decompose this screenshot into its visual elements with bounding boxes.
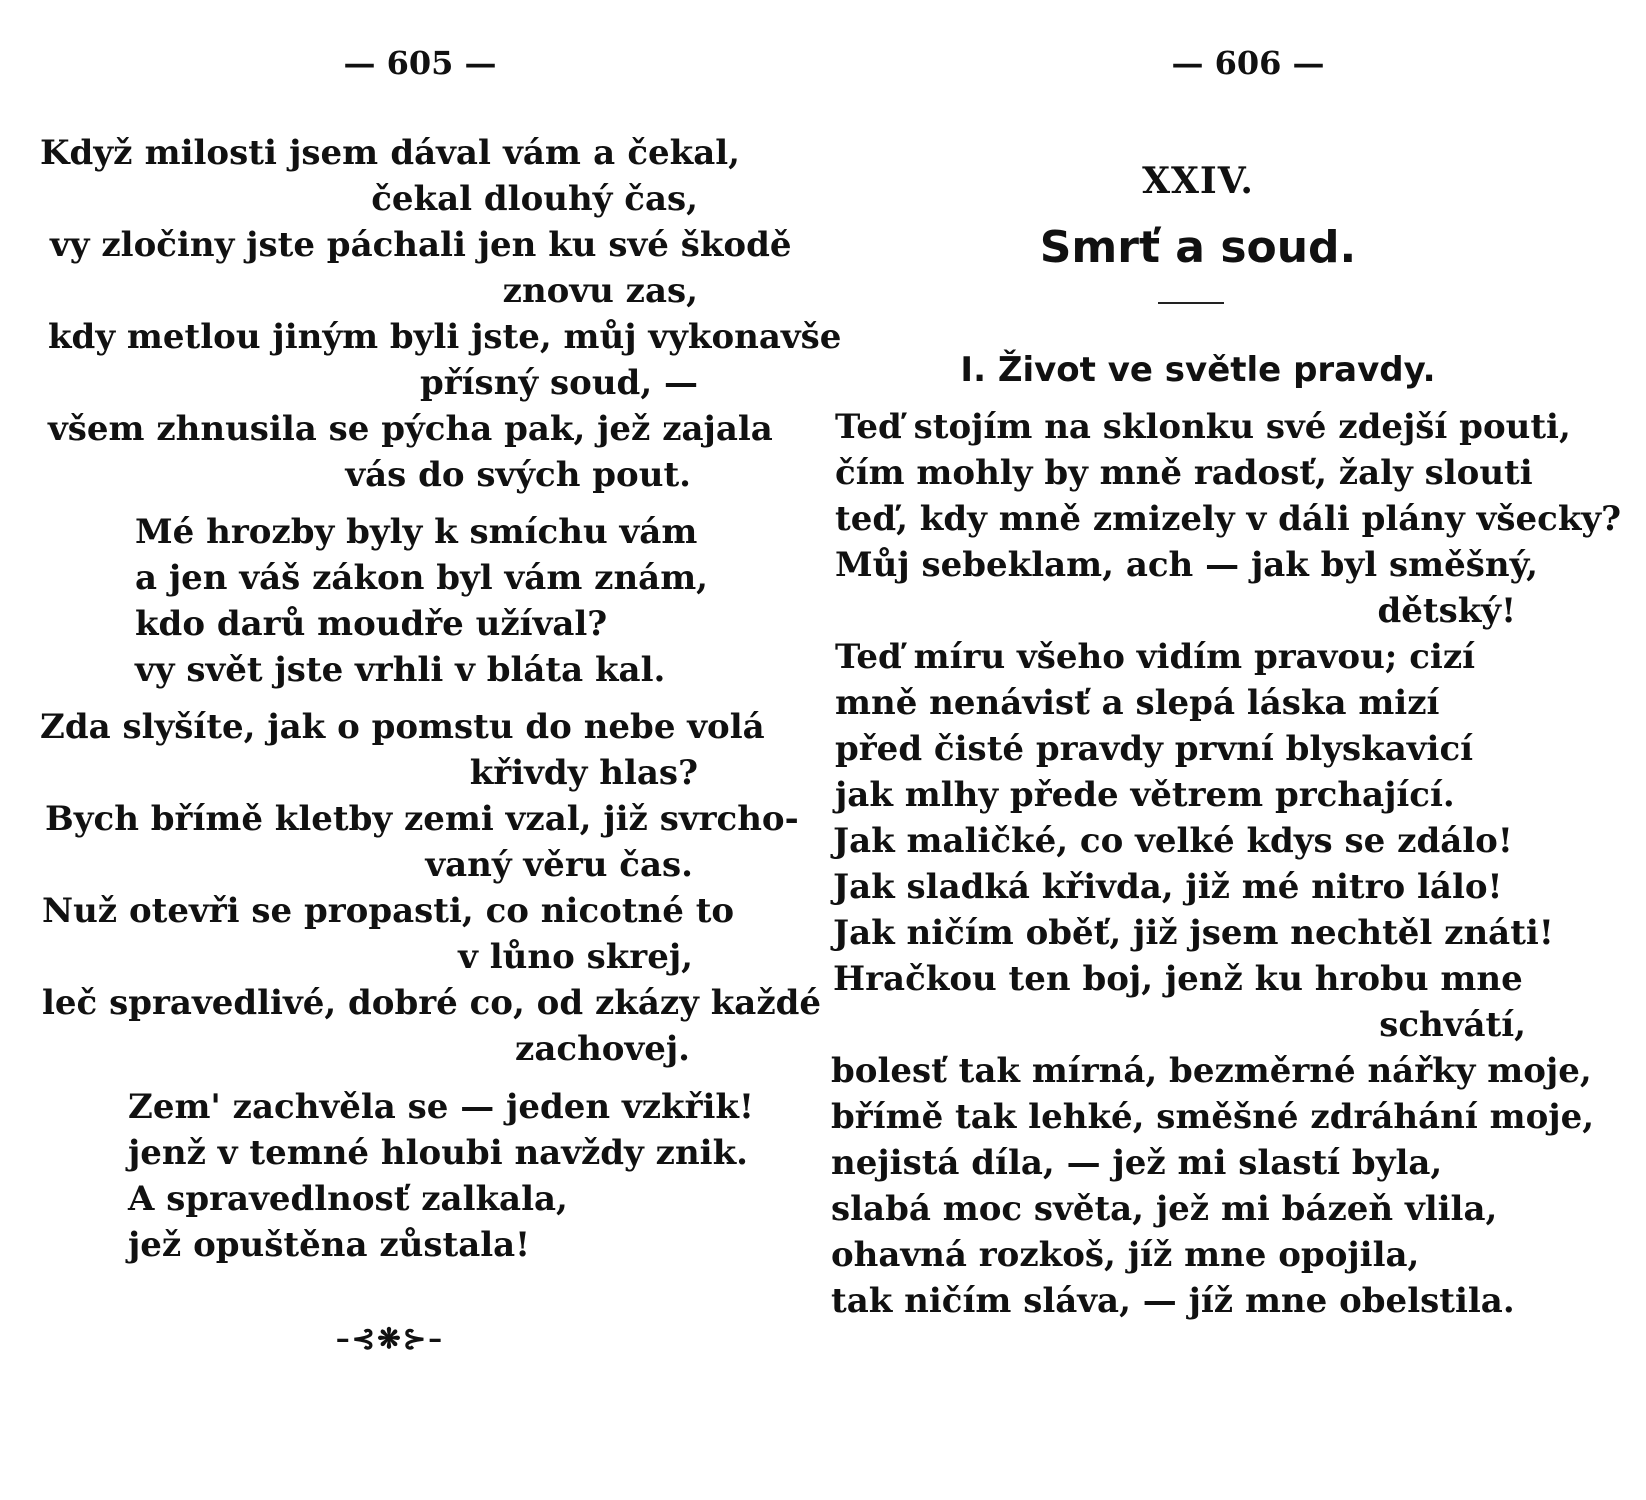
verse-line: leč spravedlivé, dobré co, od zkázy každé bbox=[42, 983, 822, 1023]
chapter-number: XXIV. bbox=[1142, 160, 1254, 202]
verse-line-continuation: znovu zas, bbox=[502, 271, 698, 311]
chapter-title: Smrť a soud. bbox=[1039, 222, 1357, 273]
verse-line: a jen váš zákon byl vám znám, bbox=[135, 558, 709, 598]
ornament-icon: –⊰❋⊱– bbox=[335, 1322, 445, 1355]
verse-line-continuation: přísný soud, — bbox=[419, 363, 698, 403]
verse-line-continuation: zachovej. bbox=[515, 1029, 690, 1069]
verse-line: mně nenávisť a slepá láska mizí bbox=[835, 683, 1440, 723]
verse-line-continuation: v lůno skrej, bbox=[458, 937, 693, 977]
divider bbox=[1158, 302, 1224, 304]
verse-line: ohavná rozkoš, jíž mne opojila, bbox=[831, 1235, 1420, 1275]
verse-line-continuation: dětský! bbox=[1377, 591, 1516, 631]
verse-line: všem zhnusila se pýcha pak, jež zajala bbox=[48, 409, 773, 449]
verse-line: Teď míru všeho vidím pravou; cizí bbox=[835, 637, 1476, 677]
verse-line: Zda slyšíte, jak o pomstu do nebe volá bbox=[40, 707, 765, 747]
verse-line: kdo darů moudře užíval? bbox=[135, 604, 608, 644]
verse-line: teď, kdy mně zmizely v dáli plány všecky? bbox=[835, 499, 1622, 539]
verse-line: Teď stojím na sklonku své zdejší pouti, bbox=[835, 407, 1571, 447]
verse-line: slabá moc světa, jež mi bázeň vlila, bbox=[831, 1189, 1498, 1229]
verse-line: Když milosti jsem dával vám a čekal, bbox=[40, 133, 740, 173]
verse-line: Jak ničím oběť, již jsem nechtěl znáti! bbox=[833, 913, 1554, 953]
verse-line: jenž v temné hloubi navždy znik. bbox=[128, 1133, 748, 1173]
verse-line-continuation: schvátí, bbox=[1379, 1005, 1526, 1045]
right-page bbox=[823, 0, 1646, 1500]
verse-line: Bych břímě kletby zemi vzal, již svrcho- bbox=[45, 799, 799, 839]
verse-line: Můj sebeklam, ach — jak byl směšný, bbox=[835, 545, 1538, 585]
verse-line-continuation: čekal dlouhý čas, bbox=[371, 179, 698, 219]
verse-line: Hračkou ten boj, jenž ku hrobu mne bbox=[833, 959, 1523, 999]
verse-line: Jak maličké, co velké kdys se zdálo! bbox=[833, 821, 1513, 861]
page-number: — 606 — bbox=[1171, 44, 1325, 82]
verse-line: A spravedlnosť zalkala, bbox=[128, 1179, 568, 1219]
verse-line-continuation: vaný věru čas. bbox=[425, 845, 693, 885]
verse-line: jež opuštěna zůstala! bbox=[128, 1225, 531, 1265]
verse-line: Mé hrozby byly k smíchu vám bbox=[135, 512, 698, 552]
verse-line: tak ničím sláva, — jíž mne obelstila. bbox=[831, 1281, 1515, 1321]
verse-line: vy svět jste vrhli v bláta kal. bbox=[135, 650, 666, 690]
verse-line: Zem' zachvěla se — jeden vzkřik! bbox=[128, 1087, 754, 1127]
verse-line: kdy metlou jiným byli jste, můj vykonavše bbox=[48, 317, 842, 357]
verse-line-continuation: křivdy hlas? bbox=[469, 753, 698, 793]
verse-line: Nuž otevři se propasti, co nicotné to bbox=[42, 891, 735, 931]
section-title: I. Život ve světle pravdy. bbox=[960, 350, 1436, 390]
verse-line: bolesť tak mírná, bezměrné nářky moje, bbox=[831, 1051, 1592, 1091]
verse-line: před čisté pravdy první blyskavicí bbox=[835, 729, 1474, 769]
verse-line: vy zločiny jste páchali jen ku své škodě bbox=[50, 225, 792, 265]
verse-line: jak mlhy přede větrem prchající. bbox=[835, 775, 1455, 815]
verse-line: břímě tak lehké, směšné zdráhání moje, bbox=[831, 1097, 1595, 1137]
page-number: — 605 — bbox=[343, 44, 497, 82]
verse-line: nejistá díla, — jež mi slastí byla, bbox=[831, 1143, 1443, 1183]
verse-line: Jak sladká křivda, již mé nitro lálo! bbox=[833, 867, 1503, 907]
verse-line: čím mohly by mně radosť, žaly slouti bbox=[835, 453, 1533, 493]
verse-line-continuation: vás do svých pout. bbox=[345, 455, 691, 495]
